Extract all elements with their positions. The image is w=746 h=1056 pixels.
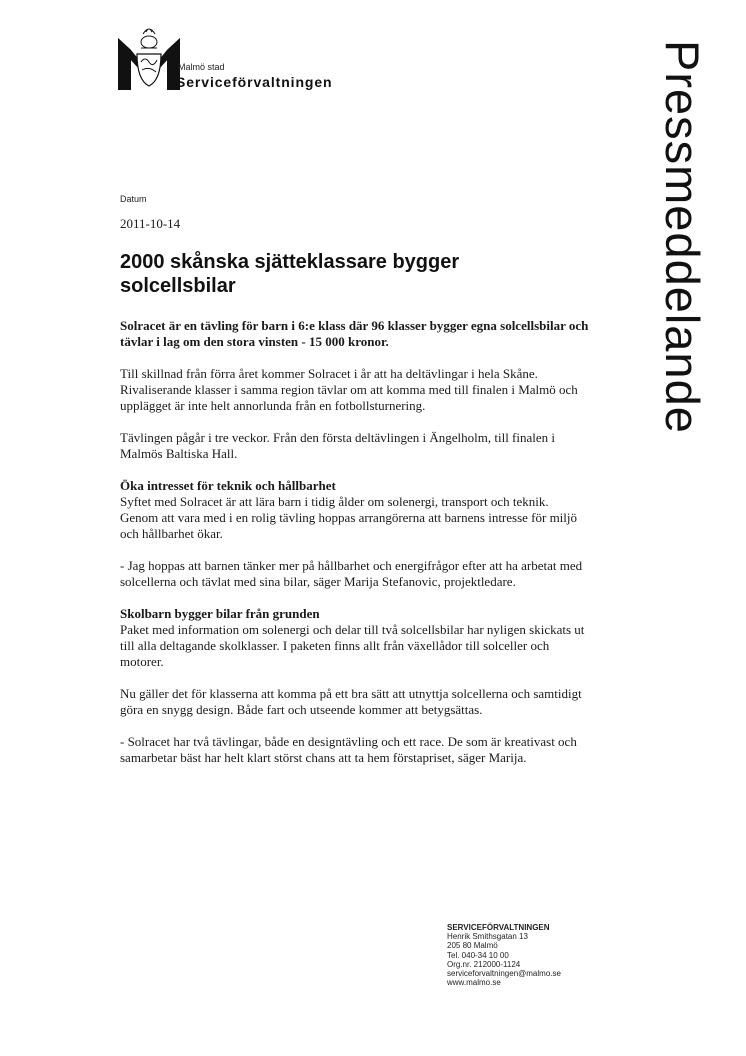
lead-paragraph: Solracet är en tävling för barn i 6:e klass där 96 klasser bygger egna solcellsbilar och tävlar i lag om den stora vinsten - 15 000 kronor. (120, 318, 589, 349)
malmo-coat-of-arms-logo (118, 24, 180, 90)
article-body (120, 318, 590, 782)
org-name-large: Serviceförvaltningen (176, 74, 333, 90)
footer-phone: Tel. 040-34 10 00 (447, 950, 509, 960)
footer-org-name: SERVICEFÖRVALTNINGEN (447, 923, 550, 932)
footer-postal: 205 80 Malmö (447, 941, 498, 951)
quote-paragraph: - Solracet har två tävlingar, både en designtävling och ett race. De som är kreativast och samarbetar bäst har helt klart störst chans att ta hem förstapriset, säger Marija. (120, 734, 577, 765)
footer-orgnr: Org.nr. 212000-1124 (447, 959, 521, 969)
footer-email[interactable]: serviceforvaltningen@malmo.se (447, 969, 561, 979)
quote-paragraph: - Jag hoppas att barnen tänker mer på hållbarhet och energifrågor efter att ha arbetat med solcellerna och tävlat med sina bilar, säger Marija Stefanovic, projektledare. (120, 558, 583, 589)
document-type-label: Pressmeddelande (656, 40, 709, 434)
footer-street: Henrik Smithsgatan 13 (447, 932, 528, 942)
org-name-small: Malmö stad (178, 62, 225, 72)
section-heading: Skolbarn bygger bilar från grunden (120, 606, 320, 621)
body-paragraph: Tävlingen pågår i tre veckor. Från den första deltävlingen i Ängelholm, till finalen i Malmös Baltiska Hall. (120, 430, 556, 461)
section-heading: Öka intresset för teknik och hållbarhet (120, 478, 336, 493)
contact-footer (447, 923, 561, 987)
date-value: 2011-10-14 (120, 216, 181, 231)
body-paragraph: Till skillnad från förra året kommer Solracet i år att ha deltävlingar i hela Skåne. Rivaliserande klasser i samma region tävlar om att komma med till finalen i Malmö och upplägget är inte helt annorlunda från en fotbollsturnering. (120, 366, 578, 413)
body-paragraph: Syftet med Solracet är att lära barn i tidig ålder om solenergi, transport och teknik. Genom att vara med i en rolig tävling hoppas arrangörerna att barnens intresse för miljö och hållbarhet ökar. (120, 494, 578, 541)
page-title: 2000 skånska sjätteklassare bygger solcellsbilar (120, 251, 460, 297)
footer-website[interactable]: www.malmo.se (447, 978, 501, 988)
body-paragraph: Paket med information om solenergi och delar till två solcellsbilar har nyligen skickats ut till alla deltagande skolklasser. I paketen finns allt från växellådor till solceller och motorer. (120, 622, 585, 669)
date-label: Datum (120, 194, 147, 204)
body-paragraph: Nu gäller det för klasserna att komma på ett bra sätt att utnyttja solcellerna och samtidigt göra en snygg design. Både fart och utseende kommer att betygsättas. (120, 686, 582, 717)
